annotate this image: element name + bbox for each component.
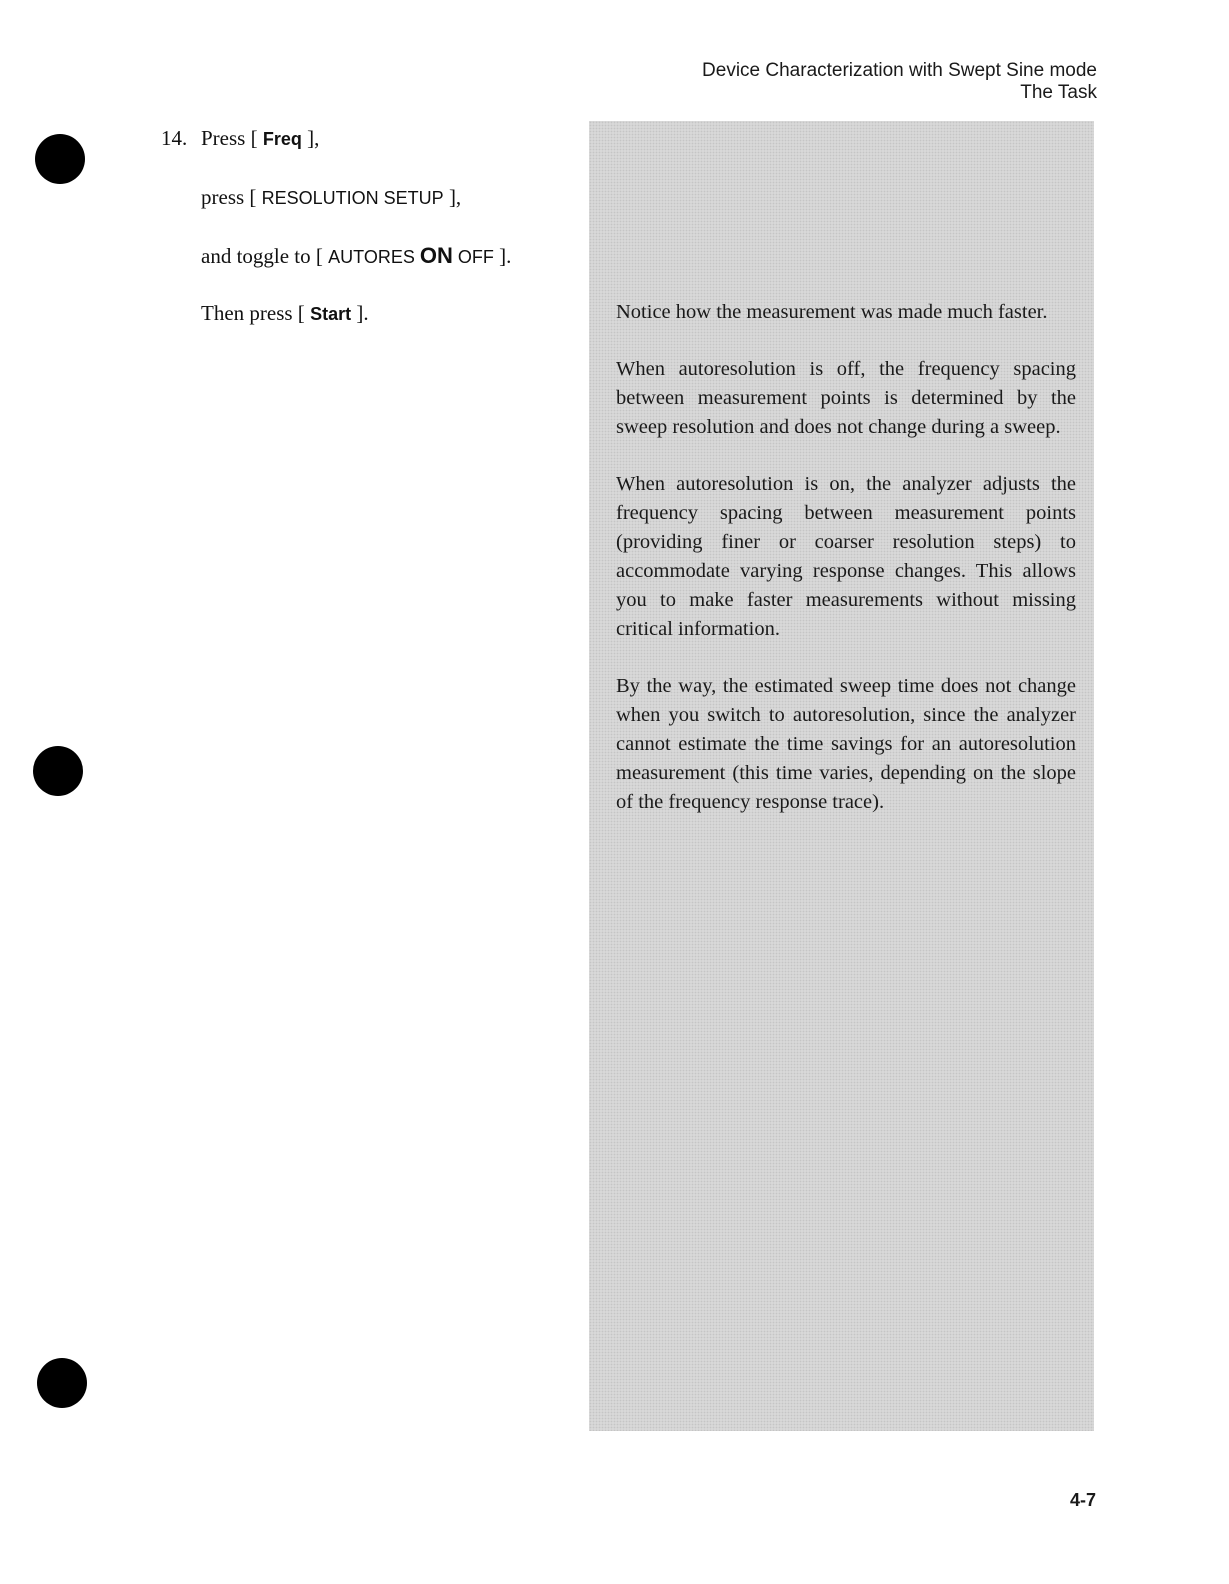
- start-key: Start: [310, 304, 352, 324]
- autores-off-state: OFF: [452, 247, 494, 267]
- chapter-title: Device Characterization with Swept Sine mode: [702, 60, 1097, 81]
- note-paragraph: When autoresolution is on, the analyzer adjusts the frequency spacing between measurement points (providing finer or coarser resolution steps) to accommodate varying response changes. This allows you to make faster measurements without missing critical information.: [616, 473, 1076, 640]
- note-paragraph: By the way, the estimated sweep time does not change when you switch to autoresolution, since the analyzer cannot estimate the time savings for an autoresolution measurement (this time varies, depending on the slope of the frequency response trace).: [616, 675, 1076, 813]
- freq-key: Freq: [262, 129, 302, 149]
- running-header: [702, 60, 1097, 104]
- note-paragraph: Notice how the measurement was made much faster.: [616, 301, 1048, 323]
- binder-hole-middle: [33, 746, 83, 796]
- binder-hole-bottom: [37, 1358, 87, 1408]
- page-number: 4-7: [1069, 1490, 1096, 1510]
- resolution-setup-key: RESOLUTION SETUP: [261, 188, 444, 208]
- step-line-4: Then press [ Start ].: [201, 301, 369, 325]
- autores-on-state: ON: [419, 243, 453, 268]
- step-line-3: and toggle to [ AUTORES ON OFF ].: [201, 243, 512, 268]
- step-line-1: 14. Press [ Freq ],: [161, 126, 320, 150]
- step-number: 14.: [161, 126, 188, 150]
- binder-hole-top: [35, 134, 85, 184]
- commentary-text: [616, 298, 1076, 845]
- section-title: The Task: [1020, 82, 1097, 103]
- note-paragraph: When autoresolution is off, the frequency spacing between measurement points is determined by the sweep resolution and does not change during a sweep.: [616, 358, 1076, 438]
- step-line-2: press [ RESOLUTION SETUP ],: [201, 185, 462, 209]
- autores-key: AUTORES: [328, 247, 420, 267]
